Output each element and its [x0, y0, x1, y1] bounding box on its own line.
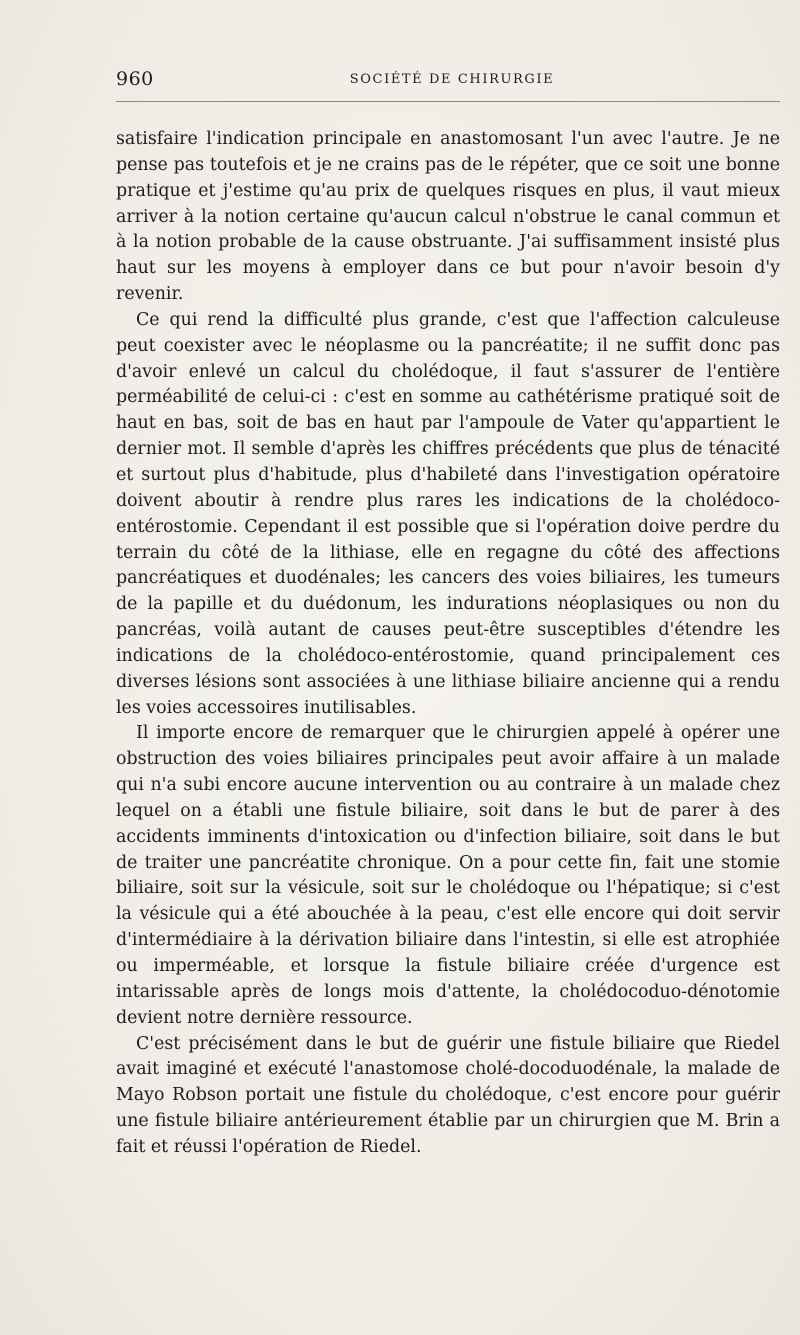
- paragraph-1: satisfaire l'indication principale en anastomosant l'un avec l'autre. Je ne pense pas toutefois et je ne crains pas de le répéter, que ce soit une bonne pratique et j'estime qu'au prix de quelques risques en plus, il vaut mieux arriver à la notion certaine qu'aucun calcul n'obstrue le canal commun et à la notion probable de la cause obstruante. J'ai suffisamment insisté plus haut sur les moyens à employer dans ce but pour n'avoir besoin d'y revenir.: [116, 129, 780, 305]
- body-text: [116, 127, 780, 1161]
- running-title: SOCIÉTÉ DE CHIRURGIE: [349, 72, 555, 87]
- page-header: [116, 68, 780, 92]
- page-number: 960: [116, 68, 154, 90]
- paragraph-4: C'est précisément dans le but de guérir une fistule biliaire que Riedel avait imaginé et exécuté l'anastomose cholé-docoduodénale, la malade de Mayo Robson portait une fistule du cholédoque, c'est encore pour guérir une fistule biliaire antérieurement établie par un chirurgien que M. Brin a fait et réussi l'opération de Riedel.: [116, 1033, 780, 1157]
- paragraph-2: Ce qui rend la difficulté plus grande, c'est que l'affection calculeuse peut coexister avec le néoplasme ou la pancréatite; il ne suffit donc pas d'avoir enlevé un calcul du cholédoque, il faut s'assurer de l'entière perméabilité de celui-ci : c'est en somme au cathétérisme pratiqué soit de haut en bas, soit de bas en haut par l'ampoule de Vater qu'appartient le dernier mot. Il semble d'après les chiffres précédents que plus de ténacité et surtout plus d'habitude, plus d'habileté dans l'investigation opératoire doivent aboutir à rendre plus rares les indications de la cholédoco-entérostomie. Cependant il est possible que si l'opération doive perdre du terrain du côté de la lithiase, elle en regagne du côté des affections pancréatiques et duodénales; les cancers des voies biliaires, les tumeurs de la papille et du duédonum, les indurations néoplasiques ou non du pancréas, voilà autant de causes peut-être susceptibles d'étendre les indications de la cholédoco-entérostomie, quand principalement ces diverses lésions sont associées à une lithiase biliaire ancienne qui a rendu les voies accessoires inutilisables.: [116, 309, 780, 718]
- header-rule: [116, 101, 780, 102]
- paragraph-3: Il importe encore de remarquer que le chirurgien appelé à opérer une obstruction des voies biliaires principales peut avoir affaire à un malade qui n'a subi encore aucune intervention ou au contraire à un malade chez lequel on a établi une fistule biliaire, soit dans le but de parer à des accidents imminents d'intoxication ou d'infection biliaire, soit dans le but de traiter une pancréatite chronique. On a pour cette fin, fait une stomie biliaire, soit sur la vésicule, soit sur le cholédoque ou l'hépatique; si c'est la vésicule qui a été abouchée à la peau, c'est elle encore qui doit servir d'intermédiaire à la dérivation biliaire dans l'intestin, si elle est atrophiée ou imperméable, et lorsque la fistule biliaire créée d'urgence est intarissable après de longs mois d'attente, la cholédocoduo-dénotomie devient notre dernière ressource.: [116, 723, 780, 1028]
